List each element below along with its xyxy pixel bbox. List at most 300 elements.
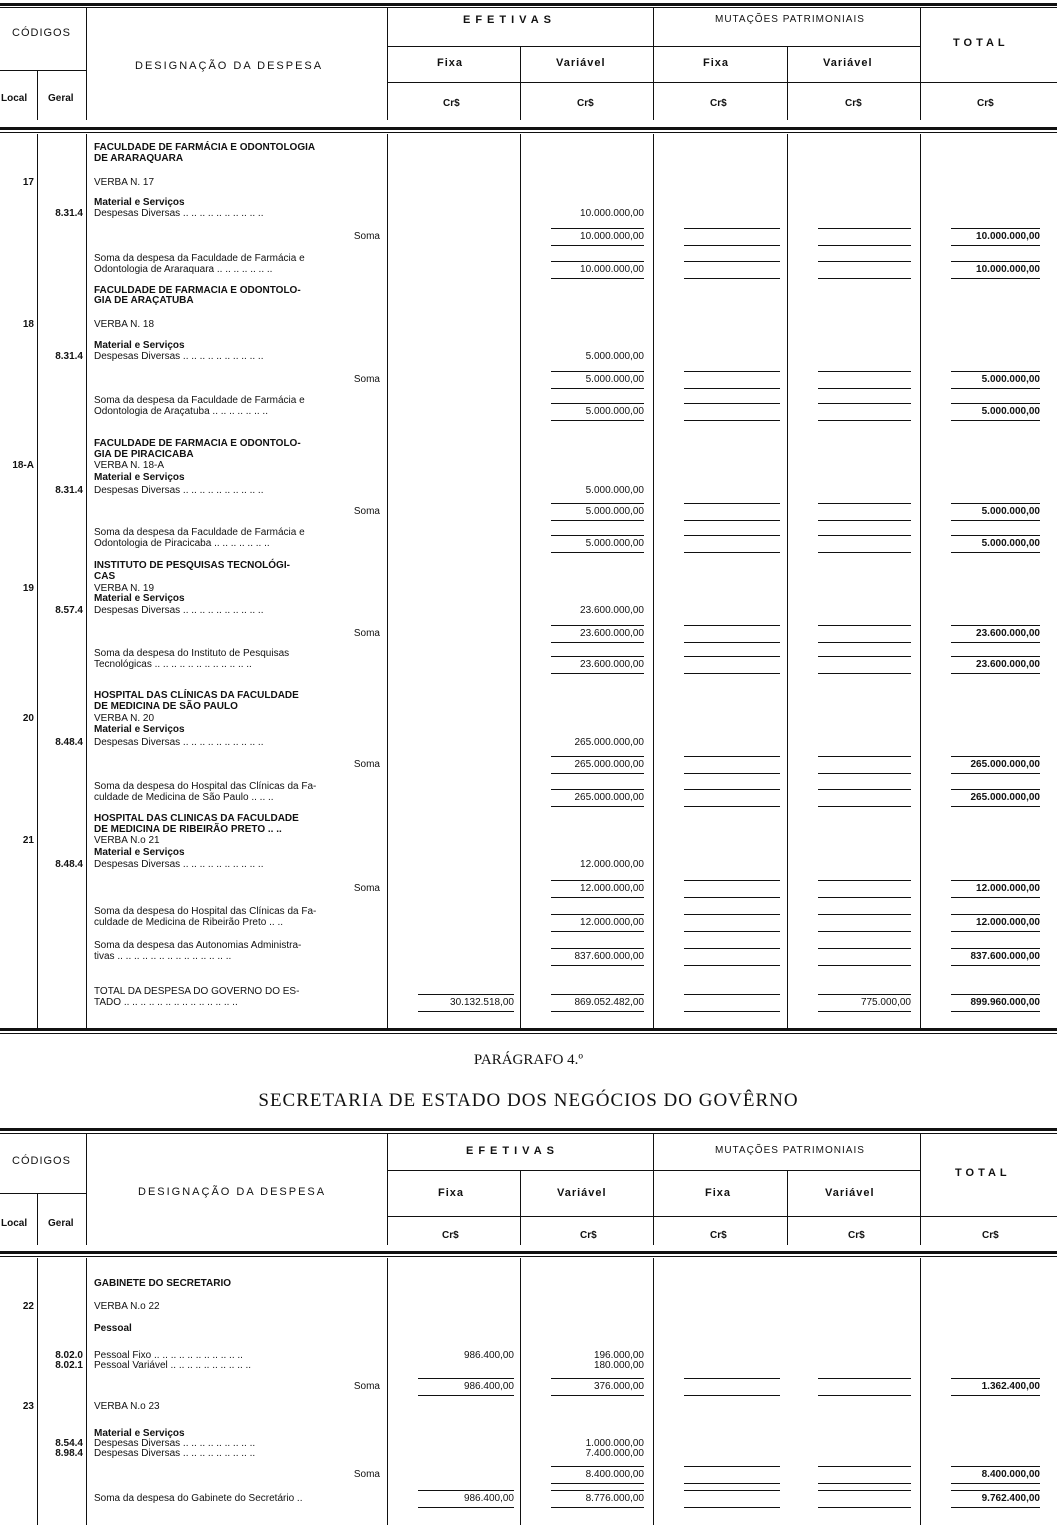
table1-bottom-rule: [0, 1028, 1057, 1031]
sum-rule: [818, 388, 911, 389]
var-value: 265.000.000,00: [574, 792, 644, 803]
sum-rule: [684, 756, 780, 757]
sum-rule: [551, 261, 644, 262]
geral-code: 8.02.0: [55, 1350, 83, 1361]
var-value: 869.052.482,00: [574, 997, 644, 1008]
var-value: 376.000,00: [593, 1381, 644, 1392]
sum-rule: [951, 1483, 1040, 1484]
soma-label: Soma: [353, 374, 380, 385]
sum-rule: [551, 656, 644, 657]
codigos-header: CÓDIGOS: [12, 27, 71, 39]
designacao-text: Soma da despesa do Instituto de Pesquisas: [94, 648, 290, 659]
currency-label: Cr$: [845, 98, 862, 109]
paragrafo-title: PARÁGRAFO 4.º: [473, 1052, 584, 1068]
rule: [387, 1216, 1057, 1217]
sum-rule: [818, 403, 911, 404]
local-code: 19: [22, 583, 34, 594]
soma-label: Soma: [353, 883, 380, 894]
local-code: 22: [22, 1301, 34, 1312]
designacao-text: Tecnológicas .. .. .. .. .. .. .. .. .. .. .. ..: [94, 659, 252, 670]
designacao-text: INSTITUTO DE PESQUISAS TECNOLÓGI-: [94, 560, 290, 571]
designacao-text: Material e Serviços: [94, 724, 185, 735]
efetivas-header: EFETIVAS: [466, 1145, 559, 1157]
sum-rule: [551, 535, 644, 536]
var-value: 8.400.000,00: [585, 1469, 644, 1480]
sum-rule: [684, 789, 780, 790]
designacao-text: GIA DE ARAÇATUBA: [94, 295, 194, 306]
designacao-text: Despesas Diversas .. .. .. .. .. .. .. .. .. ..: [94, 208, 264, 219]
col-divider: [653, 1133, 654, 1245]
designacao-text: Odontologia de Piracicaba .. .. .. .. .. .. ..: [94, 538, 270, 549]
col-divider: [653, 134, 654, 1029]
col-divider: [86, 134, 87, 1029]
sum-rule: [418, 994, 514, 995]
designacao-text: Soma da despesa da Faculdade de Farmácia e: [94, 253, 305, 264]
designacao-text: Soma da despesa da Faculdade de Farmácia e: [94, 395, 305, 406]
sum-rule: [551, 897, 644, 898]
total-value: 265.000.000,00: [970, 759, 1040, 770]
var-value: 23.600.000,00: [580, 605, 644, 616]
sum-rule: [684, 245, 780, 246]
sum-rule: [551, 880, 644, 881]
currency-label: Cr$: [580, 1230, 597, 1241]
sum-rule: [684, 261, 780, 262]
sum-rule: [551, 403, 644, 404]
sum-rule: [951, 403, 1040, 404]
designacao-text: Soma da despesa do Hospital das Clínicas da Fa-: [94, 906, 317, 917]
col-divider: [920, 7, 921, 120]
currency-label: Cr$: [848, 1230, 865, 1241]
var-value: 1.000.000,00: [585, 1438, 644, 1449]
sum-rule: [551, 552, 644, 553]
designacao-text: Despesas Diversas .. .. .. .. .. .. .. .. .. ..: [94, 859, 264, 870]
sum-rule: [551, 1395, 644, 1396]
col-divider: [37, 1258, 38, 1525]
geral-code: 8.31.4: [55, 485, 83, 496]
col-divider: [37, 70, 38, 120]
local-code: 18: [22, 319, 34, 330]
table1-bottom-rule-2: [0, 1033, 1057, 1034]
sum-rule: [951, 897, 1040, 898]
var-value: 5.000.000,00: [585, 506, 644, 517]
sum-rule: [818, 673, 911, 674]
rule: [387, 46, 920, 47]
sum-rule: [684, 880, 780, 881]
sum-rule: [818, 1466, 911, 1467]
sum-rule: [951, 642, 1040, 643]
sum-rule: [951, 789, 1040, 790]
designacao-text: Despesas Diversas .. .. .. .. .. .. .. .. ..: [94, 1438, 256, 1449]
sum-rule: [818, 948, 911, 949]
sum-rule: [818, 773, 911, 774]
sum-rule: [818, 520, 911, 521]
sum-rule: [551, 1483, 644, 1484]
rule: [387, 82, 1057, 83]
total-value: 23.600.000,00: [976, 659, 1040, 670]
designacao-text: HOSPITAL DAS CLÍNICAS DA FACULDADE: [94, 690, 299, 701]
geral-code: 8.98.4: [55, 1448, 83, 1459]
designacao-text: TADO .. .. .. .. .. .. .. .. .. .. .. .. .. ..: [94, 997, 238, 1008]
total-value: 12.000.000,00: [976, 883, 1040, 894]
var-value: 23.600.000,00: [580, 659, 644, 670]
sum-rule: [551, 948, 644, 949]
total-value: 5.000.000,00: [981, 374, 1040, 385]
designacao-text: Material e Serviços: [94, 1428, 185, 1439]
sum-rule: [551, 642, 644, 643]
sum-rule: [951, 371, 1040, 372]
sum-rule: [551, 931, 644, 932]
var-value: 5.000.000,00: [585, 406, 644, 417]
total-value: 265.000.000,00: [970, 792, 1040, 803]
sum-rule: [551, 773, 644, 774]
designacao-text: Soma da despesa das Autonomias Administra-: [94, 940, 302, 951]
designacao-header: DESIGNAÇÃO DA DESPESA: [135, 60, 324, 72]
col-divider: [37, 134, 38, 1029]
designacao-text: HOSPITAL DAS CLINICAS DA FACULDADE: [94, 813, 299, 824]
designacao-text: Odontologia de Araçatuba .. .. .. .. .. .. ..: [94, 406, 268, 417]
sum-rule: [818, 656, 911, 657]
sum-rule: [551, 789, 644, 790]
col-divider: [920, 1133, 921, 1245]
local-code: 20: [22, 713, 34, 724]
sum-rule: [818, 789, 911, 790]
top-rule-2: [0, 1133, 1057, 1134]
fixa-value: 30.132.518,00: [450, 997, 514, 1008]
sum-rule: [684, 1483, 780, 1484]
total-value: 5.000.000,00: [981, 538, 1040, 549]
sum-rule: [684, 1507, 780, 1508]
sum-rule: [551, 756, 644, 757]
col-divider: [787, 46, 788, 120]
sum-rule: [684, 656, 780, 657]
rule: [387, 1170, 920, 1171]
efetivas-header: EFETIVAS: [463, 14, 556, 26]
sum-rule: [551, 914, 644, 915]
sum-rule: [951, 1466, 1040, 1467]
header-bottom-rule-2: [0, 1256, 1057, 1257]
sum-rule: [951, 965, 1040, 966]
sum-rule: [684, 520, 780, 521]
sum-rule: [418, 1378, 514, 1379]
mut-fixa-header: Fixa: [703, 57, 730, 69]
sum-rule: [551, 625, 644, 626]
sum-rule: [551, 1466, 644, 1467]
designacao-text: culdade de Medicina de Ribeirão Preto .. ..: [94, 917, 283, 928]
sum-rule: [818, 245, 911, 246]
designacao-text: Despesas Diversas .. .. .. .. .. .. .. .. ..: [94, 1448, 256, 1459]
sum-rule: [818, 503, 911, 504]
sum-rule: [684, 1011, 780, 1012]
sum-rule: [684, 278, 780, 279]
var-value: 23.600.000,00: [580, 628, 644, 639]
designacao-text: VERBA N. 20: [94, 713, 155, 724]
sum-rule: [684, 420, 780, 421]
designacao-text: Material e Serviços: [94, 472, 185, 483]
designacao-text: Pessoal: [94, 1323, 132, 1334]
currency-label: Cr$: [710, 1230, 727, 1241]
sum-rule: [818, 1490, 911, 1491]
sum-rule: [818, 420, 911, 421]
total-value: 5.000.000,00: [981, 406, 1040, 417]
sum-rule: [818, 931, 911, 932]
mut-variavel-header: Variável: [825, 1187, 875, 1199]
sum-rule: [684, 1378, 780, 1379]
currency-label: Cr$: [577, 98, 594, 109]
sum-rule: [684, 403, 780, 404]
local-header: Local: [1, 1218, 28, 1229]
total-value: 23.600.000,00: [976, 628, 1040, 639]
fixa-value: 986.400,00: [463, 1350, 514, 1361]
col-divider: [387, 134, 388, 1029]
sum-rule: [684, 503, 780, 504]
designacao-text: Material e Serviços: [94, 340, 185, 351]
sum-rule: [684, 931, 780, 932]
col-divider: [787, 1170, 788, 1245]
local-header: Local: [1, 93, 28, 104]
sum-rule: [684, 625, 780, 626]
designacao-text: DE MEDICINA DE SÃO PAULO: [94, 701, 238, 712]
designacao-text: VERBA N. 19: [94, 583, 155, 594]
local-code: 18-A: [12, 460, 34, 471]
sum-rule: [551, 1507, 644, 1508]
designacao-text: Despesas Diversas .. .. .. .. .. .. .. .. .. ..: [94, 605, 264, 616]
var-value: 837.600.000,00: [574, 951, 644, 962]
total-value: 899.960.000,00: [970, 997, 1040, 1008]
geral-code: 8.02.1: [55, 1360, 83, 1371]
fixa-value: 986.400,00: [463, 1493, 514, 1504]
variavel-header: Variável: [557, 1187, 607, 1199]
sum-rule: [951, 552, 1040, 553]
sum-rule: [551, 520, 644, 521]
sum-rule: [684, 1395, 780, 1396]
sum-rule: [551, 1378, 644, 1379]
sum-rule: [684, 552, 780, 553]
currency-label: Cr$: [443, 98, 460, 109]
designacao-text: FACULDADE DE FARMACIA E ODONTOLO-: [94, 285, 301, 296]
var-value: 265.000.000,00: [574, 737, 644, 748]
geral-code: 8.57.4: [55, 605, 83, 616]
sum-rule: [551, 994, 644, 995]
var-value: 180.000,00: [593, 1360, 644, 1371]
sum-rule: [951, 673, 1040, 674]
sum-rule: [551, 965, 644, 966]
sum-rule: [951, 388, 1040, 389]
var-value: 265.000.000,00: [574, 759, 644, 770]
sum-rule: [951, 1395, 1040, 1396]
sum-rule: [818, 228, 911, 229]
sum-rule: [818, 756, 911, 757]
sum-rule: [951, 656, 1040, 657]
sum-rule: [951, 520, 1040, 521]
designacao-text: FACULDADE DE FARMACIA E ODONTOLO-: [94, 438, 301, 449]
sum-rule: [818, 261, 911, 262]
var-value: 5.000.000,00: [585, 538, 644, 549]
sum-rule: [684, 897, 780, 898]
soma-label: Soma: [353, 759, 380, 770]
geral-code: 8.31.4: [55, 351, 83, 362]
rule: [0, 1193, 86, 1194]
secretaria-title: SECRETARIA DE ESTADO DOS NEGÓCIOS DO GOVÊRNO: [258, 1090, 799, 1111]
designacao-text: Soma da despesa da Faculdade de Farmácia e: [94, 527, 305, 538]
sum-rule: [418, 1507, 514, 1508]
sum-rule: [818, 1011, 911, 1012]
sum-rule: [951, 914, 1040, 915]
currency-label: Cr$: [982, 1230, 999, 1241]
designacao-text: Pessoal Fixo .. .. .. .. .. .. .. .. .. .. ..: [94, 1350, 243, 1361]
sum-rule: [418, 1011, 514, 1012]
sum-rule: [951, 1378, 1040, 1379]
sum-rule: [951, 420, 1040, 421]
total-value: 1.362.400,00: [981, 1381, 1040, 1392]
col-divider: [787, 134, 788, 1029]
sum-rule: [951, 625, 1040, 626]
top-rule-2: [0, 7, 1057, 8]
sum-rule: [818, 994, 911, 995]
currency-label: Cr$: [710, 98, 727, 109]
sum-rule: [551, 228, 644, 229]
soma-label: Soma: [353, 1469, 380, 1480]
sum-rule: [951, 503, 1040, 504]
sum-rule: [951, 880, 1040, 881]
sum-rule: [818, 371, 911, 372]
soma-label: Soma: [353, 506, 380, 517]
sum-rule: [818, 552, 911, 553]
sum-rule: [818, 535, 911, 536]
top-rule: [0, 1128, 1057, 1131]
sum-rule: [818, 914, 911, 915]
designacao-text: Material e Serviços: [94, 847, 185, 858]
var-value: 12.000.000,00: [580, 917, 644, 928]
designacao-text: Soma da despesa do Gabinete do Secretário ..: [94, 1493, 303, 1504]
geral-header: Geral: [48, 93, 74, 104]
soma-label: Soma: [353, 628, 380, 639]
mutacoes-header: MUTAÇÕES PATRIMONIAIS: [715, 14, 865, 25]
designacao-text: Despesas Diversas .. .. .. .. .. .. .. .. .. ..: [94, 737, 264, 748]
sum-rule: [951, 1490, 1040, 1491]
designacao-text: FACULDADE DE FARMÁCIA E ODONTOLOGIA: [94, 142, 316, 153]
sum-rule: [684, 994, 780, 995]
sum-rule: [951, 535, 1040, 536]
designacao-text: VERBA N.o 22: [94, 1301, 160, 1312]
total-value: 10.000.000,00: [976, 231, 1040, 242]
sum-rule: [418, 1490, 514, 1491]
sum-rule: [818, 278, 911, 279]
codigos-header: CÓDIGOS: [12, 1155, 71, 1167]
sum-rule: [684, 371, 780, 372]
sum-rule: [818, 965, 911, 966]
designacao-text: Material e Serviços: [94, 593, 185, 604]
designacao-text: CAS: [94, 571, 116, 582]
col-divider: [86, 1133, 87, 1245]
sum-rule: [551, 1490, 644, 1491]
header-bottom-rule: [0, 1251, 1057, 1254]
var-value: 5.000.000,00: [585, 485, 644, 496]
designacao-text: TOTAL DA DESPESA DO GOVERNO DO ES-: [94, 986, 300, 997]
sum-rule: [951, 1011, 1040, 1012]
designacao-text: VERBA N. 18: [94, 319, 155, 330]
header-bottom-rule-2: [0, 132, 1057, 133]
col-divider: [387, 7, 388, 120]
sum-rule: [951, 1507, 1040, 1508]
total-value: 10.000.000,00: [976, 264, 1040, 275]
var-value: 10.000.000,00: [580, 264, 644, 275]
geral-code: 8.54.4: [55, 1438, 83, 1449]
sum-rule: [818, 806, 911, 807]
fixa-header: Fixa: [437, 57, 464, 69]
sum-rule: [818, 1483, 911, 1484]
sum-rule: [684, 228, 780, 229]
designacao-text: VERBA N. 17: [94, 177, 155, 188]
geral-header: Geral: [48, 1218, 74, 1229]
soma-label: Soma: [353, 231, 380, 242]
sum-rule: [551, 503, 644, 504]
geral-code: 8.48.4: [55, 859, 83, 870]
var-value: 12.000.000,00: [580, 883, 644, 894]
var-value: 10.000.000,00: [580, 231, 644, 242]
soma-label: Soma: [353, 1381, 380, 1392]
sum-rule: [551, 371, 644, 372]
sum-rule: [684, 642, 780, 643]
sum-rule: [418, 1395, 514, 1396]
designacao-text: culdade de Medicina de São Paulo .. .. ..: [94, 792, 274, 803]
designacao-text: GIA DE PIRACICABA: [94, 449, 194, 460]
sum-rule: [951, 278, 1040, 279]
var-value: 8.776.000,00: [585, 1493, 644, 1504]
designacao-text: VERBA N.o 23: [94, 1401, 160, 1412]
sum-rule: [684, 1466, 780, 1467]
local-code: 23: [22, 1401, 34, 1412]
sum-rule: [818, 642, 911, 643]
designacao-text: Despesas Diversas .. .. .. .. .. .. .. .. .. ..: [94, 351, 264, 362]
sum-rule: [951, 261, 1040, 262]
var-value: 196.000,00: [593, 1350, 644, 1361]
designacao-text: VERBA N.o 21: [94, 835, 160, 846]
sum-rule: [951, 228, 1040, 229]
sum-rule: [684, 673, 780, 674]
sum-rule: [684, 806, 780, 807]
total-value: 12.000.000,00: [976, 917, 1040, 928]
total-value: 9.762.400,00: [981, 1493, 1040, 1504]
col-divider: [387, 1133, 388, 1245]
var-value: 12.000.000,00: [580, 859, 644, 870]
sum-rule: [551, 806, 644, 807]
local-code: 21: [22, 835, 34, 846]
mut-variavel-header: Variável: [823, 57, 873, 69]
col-divider: [653, 1258, 654, 1525]
sum-rule: [818, 625, 911, 626]
designacao-text: Despesas Diversas .. .. .. .. .. .. .. .. .. ..: [94, 485, 264, 496]
col-divider: [37, 1193, 38, 1245]
sum-rule: [951, 806, 1040, 807]
sum-rule: [684, 914, 780, 915]
total-header: TOTAL: [955, 1167, 1011, 1179]
sum-rule: [818, 1395, 911, 1396]
sum-rule: [551, 278, 644, 279]
col-divider: [86, 1258, 87, 1525]
sum-rule: [551, 420, 644, 421]
sum-rule: [684, 535, 780, 536]
var-value: 5.000.000,00: [585, 374, 644, 385]
variavel-header: Variável: [556, 57, 606, 69]
sum-rule: [951, 773, 1040, 774]
designacao-text: DE ARARAQUARA: [94, 153, 184, 164]
local-code: 17: [22, 177, 34, 188]
sum-rule: [684, 773, 780, 774]
sum-rule: [818, 880, 911, 881]
total-value: 5.000.000,00: [981, 506, 1040, 517]
mvar-value: 775.000,00: [860, 997, 911, 1008]
total-header: TOTAL: [953, 37, 1009, 49]
